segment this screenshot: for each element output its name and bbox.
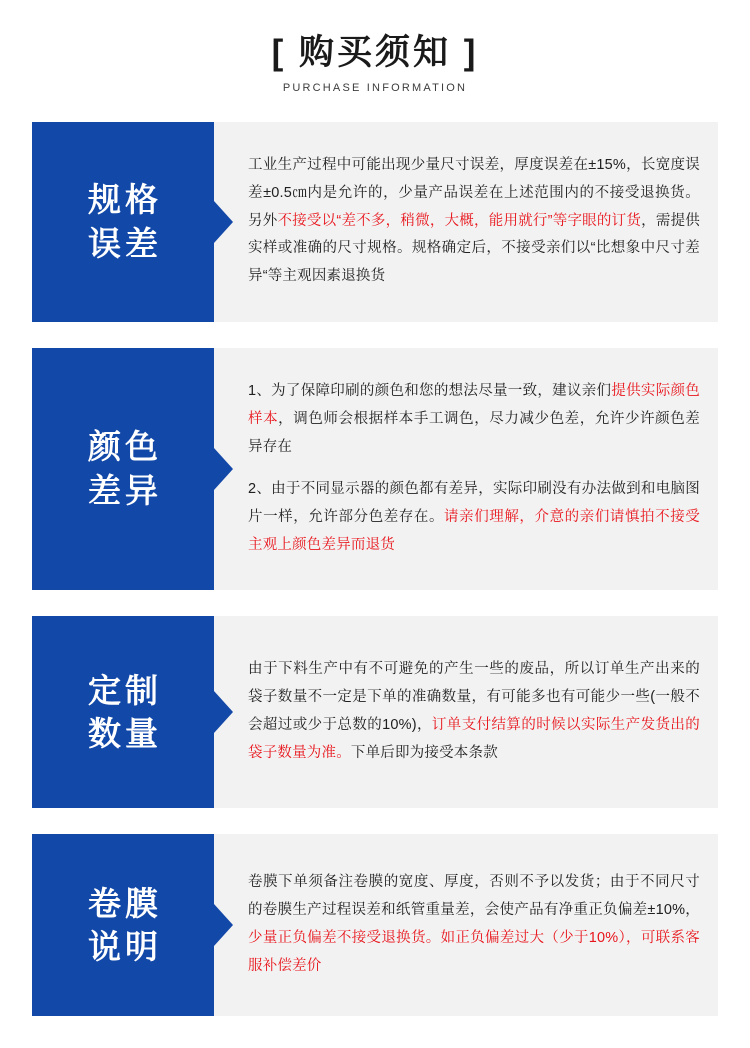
- section-label-color-difference: [32, 348, 214, 590]
- text-run: 工业生产过程中可能出现少量尺寸误差，厚度误差在±15%，长宽度误差±0.5㎝内是允许的，少量产品误差在上述范围内的不接受退换货。另外: [248, 157, 700, 229]
- section-label-roll-film-note: [32, 834, 214, 1016]
- section-roll-film-note: [32, 834, 718, 1016]
- text-run: 下单后即为接受本条款: [350, 744, 498, 761]
- section-color-difference: [32, 348, 718, 590]
- page-subtitle: PURCHASE INFORMATION: [282, 81, 468, 94]
- text-run: ，需提供实样或准确的尺寸规格。规格确定后，不接受亲们以“比想象中尺寸差异“等主观因素退换货: [248, 212, 700, 285]
- section-body-roll-film-note: [214, 834, 718, 1016]
- text-run: ，调色师会根据样本手工调色，尽力减少色差，允许少许颜色差异存在: [248, 410, 700, 455]
- section-body-spec-tolerance: [214, 122, 718, 322]
- section-body-custom-quantity: [214, 616, 718, 808]
- section-label-line1: 颜色: [88, 428, 162, 466]
- sections-container: [0, 122, 750, 1017]
- paragraph: [248, 378, 700, 461]
- section-label-line1: 定制: [88, 671, 162, 709]
- text-run-highlight: 订单支付结算的时候以实际生产发货出的袋子数量为准。: [248, 717, 700, 761]
- section-body-color-difference: [214, 348, 718, 590]
- section-label-custom-quantity: [32, 616, 214, 808]
- text-run: 2、由于不同显示器的颜色都有差异，实际印刷没有办法做到和电脑图片一样，允许部分色差存在。: [248, 481, 700, 525]
- text-run: 由于下料生产中有不可避免的产生一些的废品，所以订单生产出来的袋子数量不一定是下单的准确数量，有可能多也有可能少一些(一般不会超过或少于总数的10%)，: [248, 661, 700, 734]
- section-label-line1: 规格: [88, 181, 162, 219]
- page-title: [ 购买须知 ]: [271, 33, 479, 72]
- section-label-line2: 数量: [88, 715, 162, 753]
- text-run: 卷膜下单须备注卷膜的宽度、厚度，否则不予以发货；由于不同尺寸的卷膜生产过程误差和纸管重量差，会使产品有净重正负偏差±10%，: [248, 874, 700, 919]
- text-run: 1、为了保障印刷的颜色和您的想法尽量一致，建议亲们: [248, 383, 612, 400]
- section-label-line1: 卷膜: [88, 884, 162, 922]
- section-label-line2: 差异: [88, 471, 162, 509]
- text-run-highlight: 少量正负偏差不接受退换货。如正负偏差过大（少于10%），可联系客服补偿差价: [248, 930, 700, 974]
- text-run-highlight: 不接受以“差不多，稍微，大概，能用就行”等字眼的订货: [277, 212, 642, 229]
- section-custom-quantity: [32, 616, 718, 808]
- page-header: [0, 0, 750, 94]
- text-run-highlight: 提供实际颜色样本: [248, 383, 700, 427]
- section-label-line2: 误差: [88, 224, 162, 262]
- paragraph: [248, 152, 700, 291]
- section-spec-tolerance: [32, 122, 718, 322]
- paragraph: [248, 476, 700, 559]
- paragraph: [248, 656, 700, 767]
- paragraph: [248, 869, 700, 980]
- section-label-spec-tolerance: [32, 122, 214, 322]
- section-label-line2: 说明: [88, 928, 162, 966]
- text-run-highlight: 请亲们理解，介意的亲们请慎拍不接受主观上颜色差异而退货: [248, 508, 700, 553]
